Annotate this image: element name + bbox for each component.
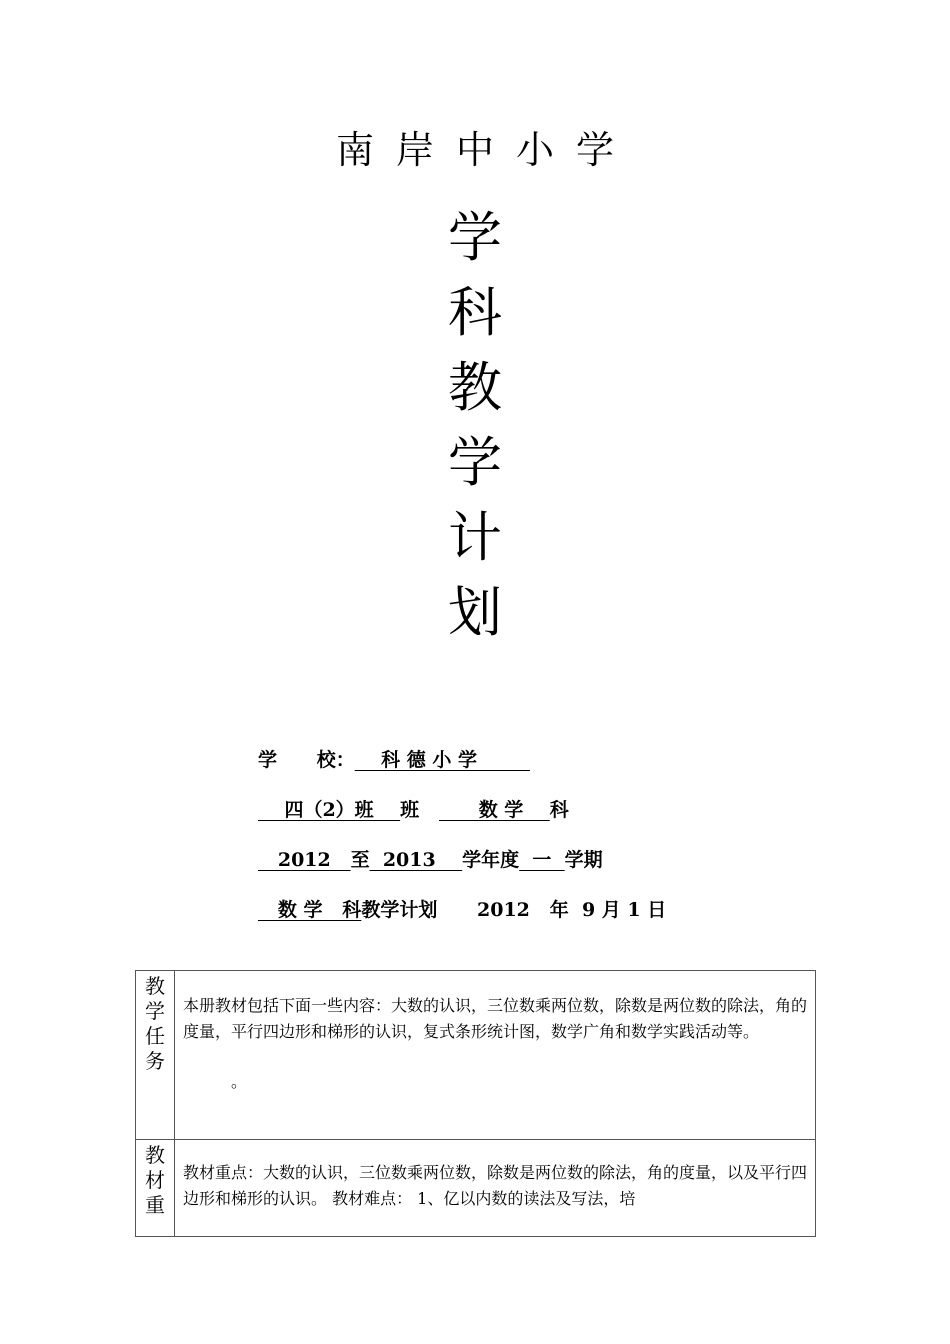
term-value: 一 [519, 849, 565, 871]
to-label: 至 [350, 849, 370, 871]
school-label: 学 校： [258, 749, 355, 771]
subject-value: 数 学 [439, 799, 550, 821]
document-title [0, 200, 950, 650]
school-name: 南岸中小学 [335, 128, 636, 172]
plan-date-line [258, 896, 666, 924]
table-row [136, 1140, 816, 1237]
title-char: 学 [448, 431, 502, 494]
label-char: 重 [145, 1193, 165, 1215]
title-char: 划 [448, 581, 502, 644]
label-char: 材 [145, 1168, 165, 1192]
school-year-label: 学年度 [462, 849, 520, 871]
title-char: 学 [448, 206, 502, 269]
task-footnote: 。 [231, 1072, 248, 1091]
term-label: 学期 [564, 849, 603, 871]
plan-table [135, 970, 816, 1237]
key-points-content [175, 1140, 816, 1237]
table-row [136, 971, 816, 1140]
class-suffix: 班 [400, 799, 439, 821]
plan-date: 2012 年 9 月 1 日 [437, 899, 667, 921]
label-char: 务 [145, 1049, 165, 1073]
key-points-text: 教材重点：大数的认识，三位数乘两位数，除数是两位数的除法，角的度量，以及平行四边形和梯形的认识。 教材难点： 1、亿以内数的读法及写法，培 [183, 1163, 807, 1208]
class-subject-line [258, 796, 569, 824]
class-value: 四（2）班 [258, 799, 401, 821]
school-year-line [258, 846, 603, 874]
plan-subject: 数 学 科 [258, 899, 362, 921]
subject-suffix: 科 [549, 799, 569, 821]
key-points-label [136, 1140, 175, 1237]
title-char: 科 [448, 281, 502, 344]
label-char: 教 [145, 974, 165, 998]
end-year: 2013 [369, 849, 463, 871]
teaching-task-label [136, 971, 175, 1140]
label-char: 学 [145, 999, 165, 1023]
title-char: 计 [448, 506, 502, 569]
label-char: 任 [145, 1024, 165, 1048]
school-value: 科 德 小 学 [354, 749, 530, 771]
start-year: 2012 [258, 849, 351, 871]
teaching-task-content [175, 971, 816, 1140]
task-text: 本册教材包括下面一些内容：大数的认识，三位数乘两位数，除数是两位数的除法，角的度量，平行四边形和梯形的认识，复式条形统计图，数学广角和数学实践活动等。 [183, 996, 808, 1041]
label-char: 教 [145, 1143, 165, 1167]
school-line [258, 746, 530, 774]
plan-label: 教学计划 [361, 899, 438, 921]
title-char: 教 [448, 356, 502, 419]
